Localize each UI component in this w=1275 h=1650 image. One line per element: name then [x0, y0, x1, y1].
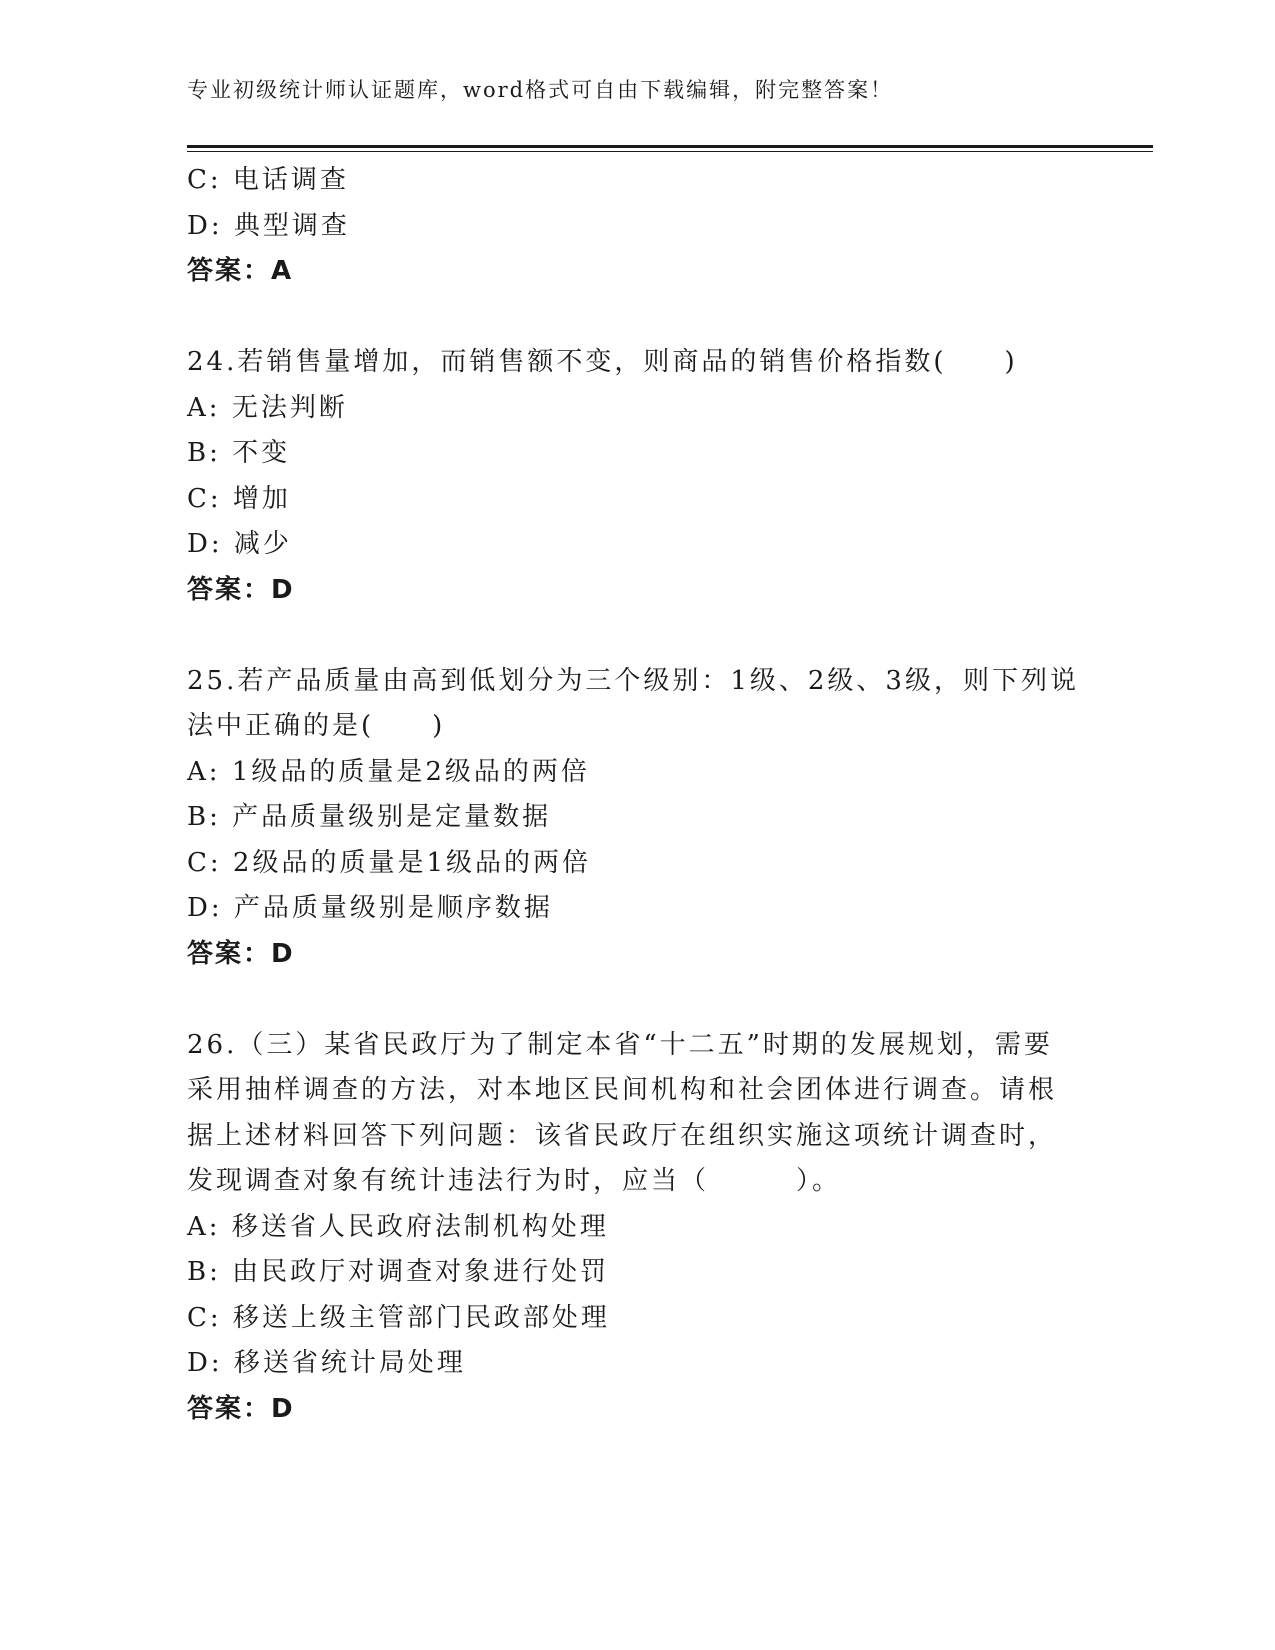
- option-text: 移送上级主管部门民政部处理: [232, 1302, 610, 1333]
- question-stem-line-1: 25.若产品质量由高到低划分为三个级别：1级、2级、3级，则下列说: [187, 665, 1079, 696]
- option-text: 产品质量级别是定量数据: [232, 802, 552, 832]
- option-c: [187, 477, 1087, 523]
- option-label: B:: [187, 438, 221, 468]
- option-d: [187, 522, 1087, 568]
- option-label: D:: [187, 1348, 223, 1378]
- option-d: [187, 1341, 1087, 1387]
- question-stem-line-4: 发现调查对象有统计违法行为时，应当（ ）。: [187, 1166, 842, 1196]
- option-label: B:: [187, 1257, 221, 1287]
- answer-line: [187, 1387, 1087, 1433]
- option-d: [187, 886, 1087, 932]
- spacer: [187, 977, 1087, 1023]
- option-text: 产品质量级别是顺序数据: [233, 893, 553, 923]
- option-text: 1级品的质量是2级品的两倍: [231, 756, 590, 787]
- answer-value: A: [271, 256, 294, 286]
- question-list: [187, 158, 1087, 1432]
- question-24: [187, 340, 1087, 613]
- option-c: [187, 841, 1087, 887]
- answer-value: D: [271, 938, 295, 969]
- option-text: 电话调查: [232, 165, 349, 195]
- option-d: [187, 204, 1087, 250]
- option-label: A:: [187, 392, 221, 423]
- option-label: C:: [187, 483, 222, 514]
- question-stem-line-2: 采用抽样调查的方法，对本地区民间机构和社会团体进行调查。请根: [187, 1075, 1058, 1105]
- answer-value: D: [271, 1393, 295, 1424]
- option-label: D:: [187, 210, 223, 241]
- option-a: [187, 1205, 1087, 1251]
- option-c: [187, 158, 1087, 204]
- answer-line: [187, 932, 1087, 978]
- option-c: [187, 1296, 1087, 1342]
- answer-label: 答案：: [187, 256, 272, 286]
- spacer: [187, 613, 1087, 659]
- question-stem-line-2: 法中正确的是( ): [187, 711, 446, 741]
- option-text: 由民政厅对调查对象进行处罚: [232, 1257, 610, 1287]
- question-stem-line-3: 据上述材料回答下列问题：该省民政厅在组织实施这项统计调查时，: [187, 1120, 1058, 1151]
- option-text: 增加: [232, 483, 291, 514]
- header-rule-thick: [187, 145, 1153, 148]
- question-stem-line-1: 26.（三）某省民政厅为了制定本省“十二五”时期的发展规划，需要: [187, 1029, 1053, 1060]
- question-26: [187, 1023, 1087, 1433]
- option-text: 移送省人民政府法制机构处理: [231, 1211, 609, 1242]
- option-text: 移送省统计局处理: [233, 1348, 466, 1378]
- option-b: [187, 795, 1087, 841]
- option-text: 减少: [233, 529, 292, 559]
- option-label: A:: [187, 1211, 221, 1242]
- option-text: 典型调查: [233, 210, 350, 241]
- header-rule-thin: [187, 151, 1153, 152]
- option-label: C:: [187, 847, 222, 878]
- page-header-text: 专业初级统计师认证题库，word格式可自由下载编辑，附完整答案！: [187, 78, 894, 102]
- option-a: [187, 750, 1087, 796]
- option-a: [187, 386, 1087, 432]
- option-label: B:: [187, 802, 221, 832]
- option-text: 无法判断: [231, 392, 348, 423]
- option-label: D:: [187, 893, 223, 923]
- question-stem: 24.若销售量增加，而销售额不变，则商品的销售价格指数( ): [187, 347, 1018, 377]
- answer-line: [187, 568, 1087, 614]
- spacer: [187, 295, 1087, 341]
- question-25: [187, 659, 1087, 978]
- answer-value: D: [271, 574, 295, 605]
- option-text: 不变: [232, 438, 291, 468]
- option-label: A:: [187, 756, 221, 787]
- option-b: [187, 1250, 1087, 1296]
- option-b: [187, 431, 1087, 477]
- answer-line: [187, 249, 1087, 295]
- answer-label: 答案：: [187, 938, 272, 969]
- answer-label: 答案：: [187, 1393, 272, 1424]
- prev-question-block: [187, 158, 1087, 295]
- option-label: D:: [187, 529, 223, 559]
- answer-label: 答案：: [187, 574, 272, 605]
- option-label: C:: [187, 165, 222, 195]
- option-text: 2级品的质量是1级品的两倍: [232, 847, 592, 878]
- option-label: C:: [187, 1302, 222, 1333]
